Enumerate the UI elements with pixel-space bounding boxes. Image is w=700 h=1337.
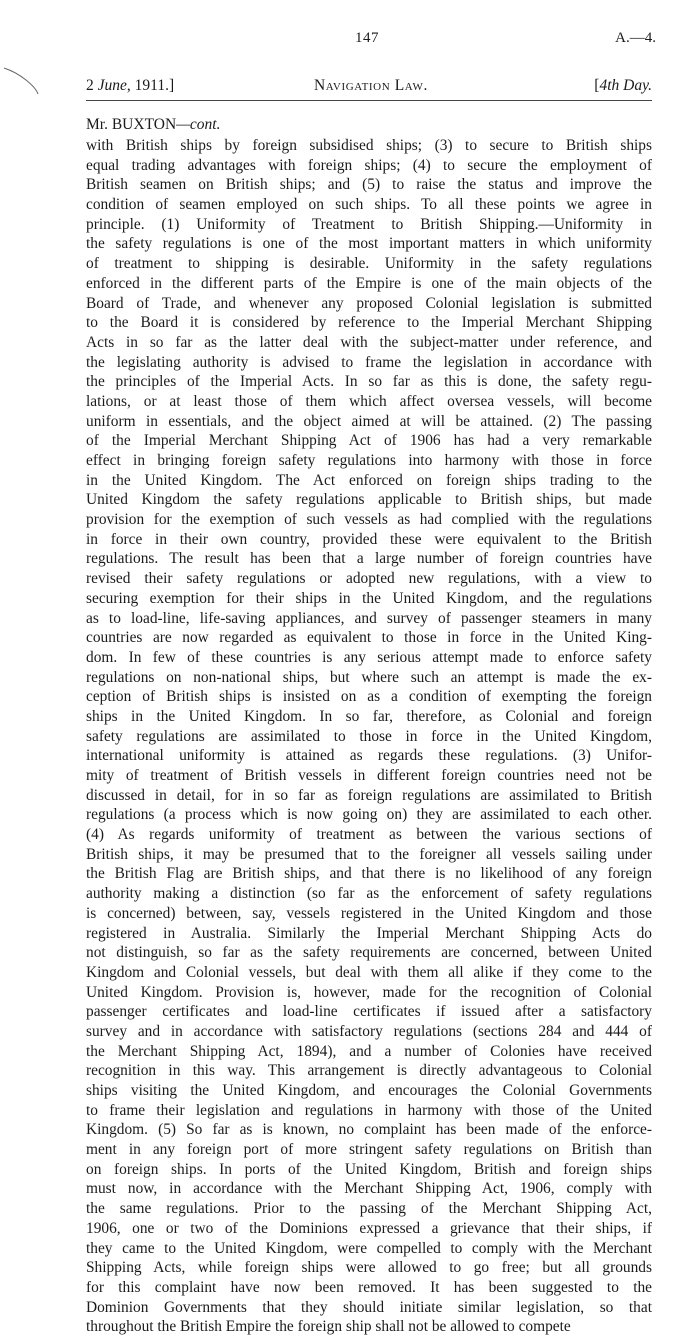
margin-pencil-mark xyxy=(2,66,40,96)
text-line: Board of Trade, and whenever any proposed Colonial legislation is submitted xyxy=(86,294,652,312)
text-line: in the United Kingdom. The Act enforced on foreign ships trading to the xyxy=(86,471,652,489)
text-line: in force in their own country, provided these were equivalent to the British xyxy=(86,530,652,548)
text-line: safety regulations are assimilated to those in force in the United Kingdom, xyxy=(86,727,652,745)
text-line: Kingdom. (5) So far as is known, no complaint has been made of the enforce- xyxy=(86,1121,652,1139)
text-line: securing exemption for their ships in the United Kingdom, and the regulations xyxy=(86,589,652,607)
text-line: is concerned) between, say, vessels registered in the United Kingdom and those xyxy=(86,904,652,922)
text-line: must now, in accordance with the Merchant Shipping Act, 1906, comply with xyxy=(86,1180,652,1198)
text-line: the safety regulations is one of the most important matters in which uniformity xyxy=(86,235,652,253)
text-line: ships visiting the United Kingdom, and encourages the Colonial Governments xyxy=(86,1082,652,1099)
text-line: with British ships by foreign subsidised ships; (3) to secure to British ships xyxy=(86,137,652,154)
text-line: provision for the exemption of such vessels as had complied with the regulations xyxy=(86,511,652,529)
date-day: 2 xyxy=(86,77,94,94)
text-line: condition of seamen employed on such ships. To all these points we agree in xyxy=(86,196,652,214)
running-head xyxy=(86,77,652,99)
text-line: registered in Australia. Similarly the Imperial Merchant Shipping Acts do xyxy=(86,924,652,942)
text-line: lations, or at least those of them which affect oversea vessels, will become xyxy=(86,392,652,410)
speaker-continued: —cont. xyxy=(176,116,221,133)
date-month: June xyxy=(97,77,127,94)
text-line: revised their safety regulations or adopted new regulations, with a view to xyxy=(86,570,652,588)
text-line: Acts in so far as the latter deal with the subject-matter under reference, and xyxy=(86,333,652,351)
text-line: effect in bringing foreign safety regulations into harmony with those in force xyxy=(86,452,652,469)
text-line: regulations. The result has been that a large number of foreign countries have xyxy=(86,550,652,568)
text-line: Shipping Acts, while foreign ships were allowed to go free; but all grounds xyxy=(86,1259,652,1277)
text-line: of treatment to shipping is desirable. Uniformity in the safety regulations xyxy=(86,255,652,273)
speaker-name: Mr. BUXTON xyxy=(86,116,177,133)
text-line: British ships, it may be presumed that to the foreigner all vessels sailing under xyxy=(86,845,652,863)
text-line: United Kingdom the safety regulations applicable to British ships, but made xyxy=(86,491,652,509)
text-line: as to load-line, life-saving appliances, and survey of passenger steamers in many xyxy=(86,609,652,627)
running-head-date xyxy=(86,77,174,95)
page-number: 147 xyxy=(355,30,379,46)
text-line: survey and in accordance with satisfactory regulations (sections 284 and 444 of xyxy=(86,1022,652,1040)
running-head-title: Navigation Law. xyxy=(314,77,428,94)
document-reference: A.—4. xyxy=(615,30,656,46)
text-line: Kingdom and Colonial vessels, but deal with them all alike if they come to the xyxy=(86,963,652,981)
page-top-line xyxy=(0,30,700,54)
text-line: authority making a distinction (so far as the enforcement of safety regulations xyxy=(86,885,652,903)
text-line: throughout the British Empire the foreign ship shall not be allowed to compete xyxy=(86,1318,571,1336)
text-line: recognition in this way. This arrangement is directly advantageous to Colonial xyxy=(86,1062,652,1080)
text-line: dom. In few of these countries is any serious attempt made to enforce safety xyxy=(86,648,652,666)
text-line: ships in the United Kingdom. In so far, therefore, as Colonial and foreign xyxy=(86,707,652,725)
text-line: of the Imperial Merchant Shipping Act of 1906 has had a very remarkable xyxy=(86,432,652,450)
text-line: (4) As regards uniformity of treatment as between the various sections of xyxy=(86,826,652,844)
text-line: the principles of the Imperial Acts. In so far as this is done, the safety regu- xyxy=(86,373,652,391)
text-line: international uniformity is attained as regards these regulations. (3) Unifor- xyxy=(86,747,652,765)
text-line: British seamen on British ships; and (5) to raise the status and improve the xyxy=(86,176,652,194)
text-line: passenger certificates and load-line certificates if issued after a satisfactory xyxy=(86,1003,652,1021)
header-rule xyxy=(86,100,652,101)
text-line: the British Flag are British ships, and that there is no likelihood of any foreign xyxy=(86,865,652,883)
text-line: not distinguish, so far as the safety requirements are concerned, between United xyxy=(86,944,652,962)
text-line: for this complaint have now been removed. It has been suggested to the xyxy=(86,1278,652,1296)
text-line: ment in any foreign port of more stringent safety regulations on British than xyxy=(86,1141,652,1159)
text-line: discussed in detail, for in so far as foreign regulations are assimilated to British xyxy=(86,786,652,804)
text-line: on foreign ships. In ports of the United Kingdom, British and foreign ships xyxy=(86,1160,652,1178)
text-line: the legislating authority is advised to frame the legislation in accordance with xyxy=(86,353,652,371)
text-line: they came to the United Kingdom, were compelled to comply with the Merchant xyxy=(86,1239,652,1257)
text-line: enforced in the different parts of the Empire is one of the main objects of the xyxy=(86,274,652,292)
day-bracket: [ xyxy=(594,77,600,94)
text-line: ception of British ships is insisted on as a condition of exempting the foreign xyxy=(86,688,652,706)
text-line: regulations (a process which is now going on) they are assimilated to each other. xyxy=(86,806,652,824)
text-line: regulations on non-national ships, but where such an attempt is made the ex- xyxy=(86,668,652,686)
text-line: the same regulations. Prior to the passing of the Merchant Shipping Act, xyxy=(86,1200,652,1218)
text-line: Dominion Governments that they should initiate similar legislation, so that xyxy=(86,1298,652,1316)
text-line: countries are now regarded as equivalent to those in force in the United King- xyxy=(86,629,652,647)
day-label: 4th Day. xyxy=(599,77,652,94)
text-line: principle. (1) Uniformity of Treatment to British Shipping.—Uniformity in xyxy=(86,215,652,233)
date-year: , 1911.] xyxy=(126,77,175,94)
text-line: uniform in essentials, and the object aimed at will be attained. (2) The passing xyxy=(86,412,652,430)
text-line: the Merchant Shipping Act, 1894), and a number of Colonies have received xyxy=(86,1042,652,1060)
running-head-day xyxy=(594,77,652,95)
text-line: to frame their legislation and regulations in harmony with those of the United xyxy=(86,1101,652,1119)
text-line: mity of treatment of British vessels in different foreign countries need not be xyxy=(86,767,652,784)
text-line: to the Board it is considered by reference to the Imperial Merchant Shipping xyxy=(86,314,652,332)
text-line: 1906, one or two of the Dominions expressed a grievance that their ships, if xyxy=(86,1219,652,1237)
text-line: United Kingdom. Provision is, however, made for the recognition of Colonial xyxy=(86,983,652,1001)
speaker-line xyxy=(86,116,220,134)
text-line: equal trading advantages with foreign ships; (4) to secure the employment of xyxy=(86,156,652,174)
